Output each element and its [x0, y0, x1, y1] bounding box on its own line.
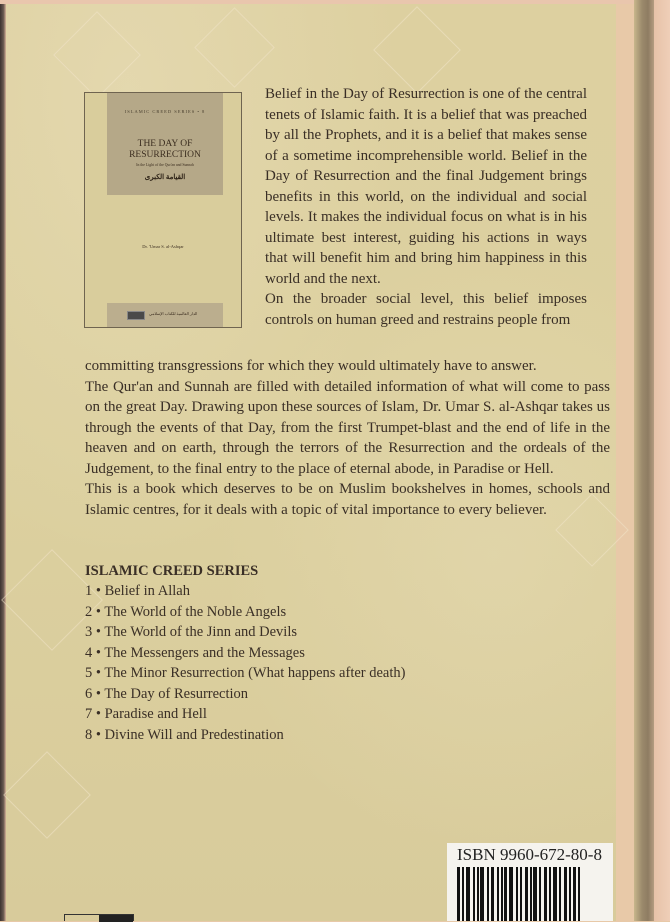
- series-item: 6 • The Day of Resurrection: [85, 685, 249, 702]
- decorative-pattern: [3, 751, 91, 839]
- social-paragraph-start: On the broader social level, this belief imposes controls on human greed and restrains people from: [265, 291, 587, 328]
- thumbnail-title-panel: [107, 93, 223, 195]
- bottom-corner-marker: [64, 914, 134, 921]
- barcode-icon: [457, 867, 605, 921]
- series-item: 1 • Belief in Allah: [85, 583, 190, 599]
- series-item: 7 • Paradise and Hell: [85, 706, 207, 722]
- quran-paragraph: The Qur'an and Sunnah are filled with detailed information of what will come to pass on the great Day. Drawing upon these sources of Islam, Dr. Umar S. al-Ashqar takes us through the events of that Day, from the first Trumpet-blast and the end of life in the heaven and on earth, through the terrors of the Resurrection and the ordeals of the Judgement, to the final entry to the place of eternal abode, in Paradise or Hell.: [85, 378, 610, 477]
- decorative-pattern: [194, 7, 275, 88]
- thumbnail-title: [107, 139, 223, 161]
- series-list: [85, 561, 535, 745]
- social-paragraph-end: committing transgressions for which they would ultimately have to answer.: [85, 358, 537, 374]
- thumbnail-title-line2: RESURRECTION: [129, 150, 201, 160]
- thumbnail-publisher-panel: [107, 303, 223, 327]
- body-text-block: [85, 356, 610, 520]
- series-item: 5 • The Minor Resurrection (What happens after death): [85, 665, 406, 681]
- series-item: 8 • Divine Will and Predestination: [85, 726, 284, 743]
- isbn-barcode-label: [447, 843, 613, 921]
- series-title: ISLAMIC CREED SERIES: [85, 563, 259, 579]
- thumbnail-title-line1: THE DAY OF: [137, 139, 193, 149]
- publisher-logo-icon: [127, 311, 145, 320]
- book-right-edge: [654, 0, 670, 921]
- thumbnail-author: Dr. 'Umar S. al-Ashqar: [142, 244, 184, 249]
- thumbnail-publisher: الدار العالمية للكتاب الإسلامي: [149, 311, 198, 316]
- thumbnail-arabic-title: القيامة الكبرى: [144, 173, 186, 181]
- intro-text-block: [265, 84, 587, 330]
- isbn-number: ISBN 9960-672-80-8: [457, 845, 602, 864]
- series-item: 3 • The World of the Jinn and Devils: [85, 624, 297, 640]
- decorative-pattern: [53, 11, 141, 99]
- closing-paragraph: This is a book which deserves to be on Muslim bookshelves in homes, schools and Islamic centres, for it deals with a topic of vital importance to every believer.: [85, 481, 610, 518]
- series-item: 4 • The Messengers and the Messages: [85, 644, 305, 661]
- decorative-pattern: [373, 6, 461, 94]
- intro-paragraph: Belief in the Day of Resurrection is one of the central tenets of Islamic faith. It is a belief that was preached by all the Prophets, and it is a belief that makes sense of a sometime incomprehensible world. Belief in the Day of Resurrection and the final Judgement brings benefits in this world, on the individual and social levels. It makes the individual focus on what is in his ultimate best interest, guiding his actions in ways that will benefit him and bring him happiness in this world and the next.: [265, 86, 587, 287]
- thumbnail-subtitle: In the Light of the Qur'an and Sunnah: [136, 163, 194, 167]
- thumbnail-series-label: ISLAMIC CREED SERIES • 8: [124, 109, 206, 114]
- series-item: 2 • The World of the Noble Angels: [85, 603, 287, 620]
- spine-shadow: [634, 0, 654, 921]
- book-cover-thumbnail: [84, 92, 242, 328]
